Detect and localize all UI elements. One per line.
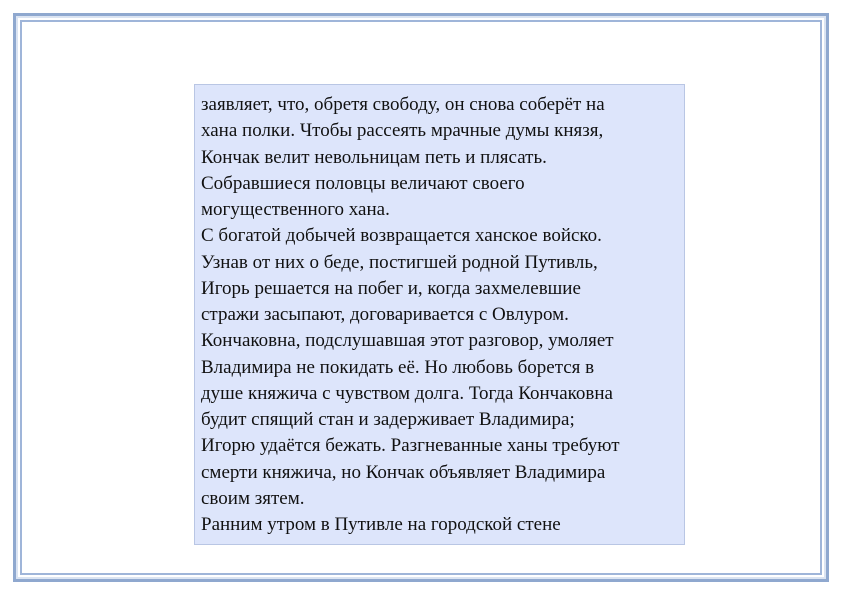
text-line: Владимира не покидать её. Но любовь борется в xyxy=(201,356,595,378)
text-line: заявляет, что, обретя свободу, он снова соберёт на xyxy=(201,94,605,115)
text-line: Игорь решается на побег и, когда захмелевшие xyxy=(201,277,581,299)
text-line: смерти княжича, но Кончак объявляет Владимира xyxy=(201,461,606,483)
text-line: душе княжича с чувством долга. Тогда Кончаковна xyxy=(201,382,613,404)
text-line: хана полки. Чтобы рассеять мрачные думы князя, xyxy=(201,120,604,142)
text-line: своим зятем. xyxy=(201,487,305,509)
text-line: Кончак велит невольницам петь и плясать. xyxy=(201,146,547,168)
text-line: Кончаковна, подслушавшая этот разговор, умоляет xyxy=(201,330,614,352)
text-line: будит спящий стан и задерживает Владимира; xyxy=(201,409,575,430)
text-line: стражи засыпают, договаривается с Овлуром. xyxy=(201,304,569,325)
text-line: Ранним утром в Путивле на городской стене xyxy=(201,514,561,535)
text-line: С богатой добычей возвращается ханское войско. xyxy=(201,225,602,247)
text-line: Игорю удаётся бежать. Разгневанные ханы требуют xyxy=(201,435,620,457)
text-line: могущественного хана. xyxy=(201,199,390,220)
text-box xyxy=(194,84,685,545)
text-line: Узнав от них о беде, постигшей родной Путивль, xyxy=(201,251,598,273)
text-line: Собравшиеся половцы величают своего xyxy=(201,172,525,194)
